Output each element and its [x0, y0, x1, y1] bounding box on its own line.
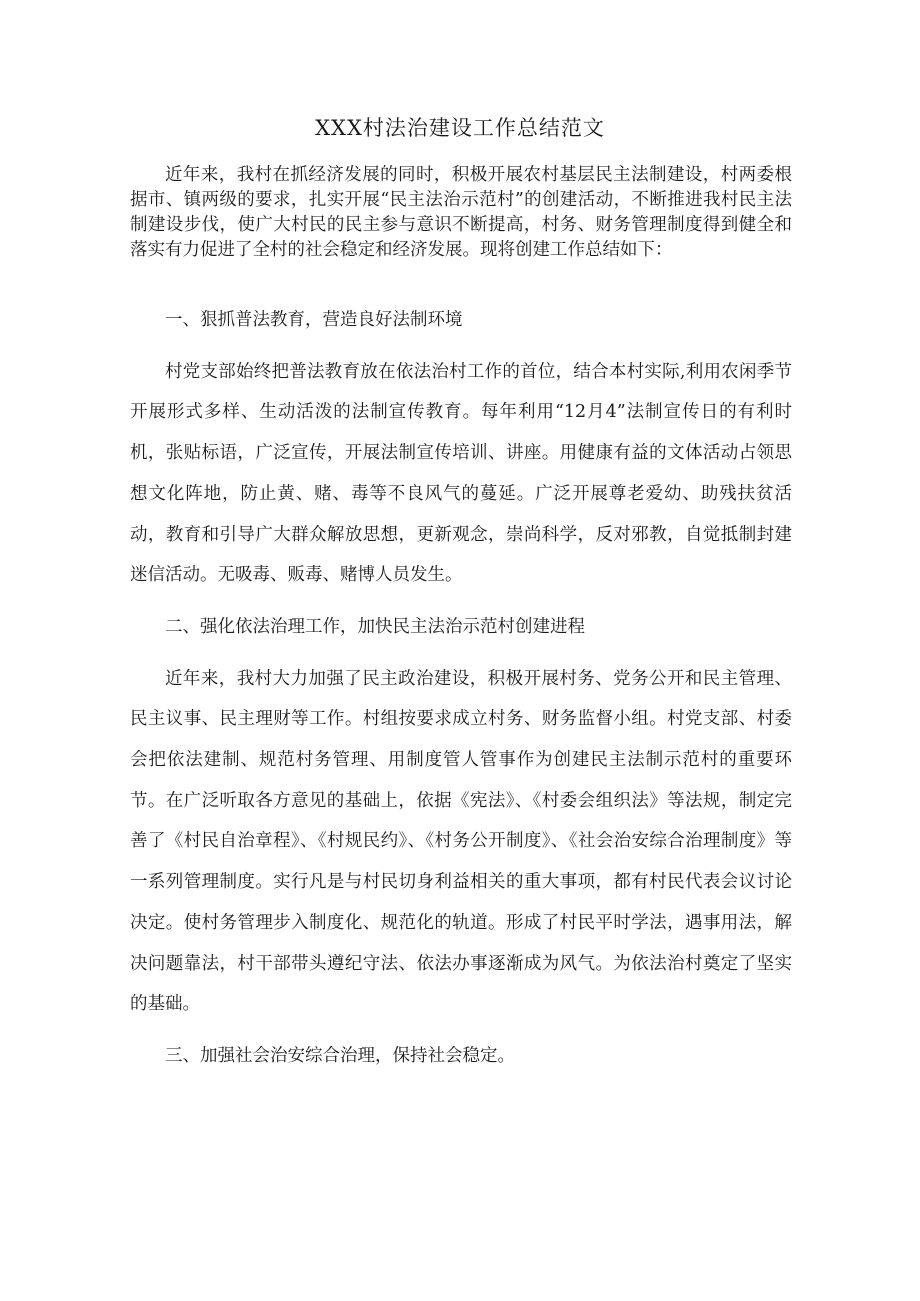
section-2-paragraph: 近年来，我村大力加强了民主政治建设，积极开展村务、党务公开和民主管理、民主议事、民主理财等工作。村组按要求成立村务、财务监督小组。村党支部、村委会把依法建制、规范村务管理、用制度管人管事作为创建民主法制示范村的重要环节。在广泛听取各方意见的基础上，依据《宪法》、《村委会组织法》等法规，制定完善了《村民自治章程》、《村规民约》、《村务公开制度》、《社会治安综合治理制度》等一系列管理制度。实行凡是与村民切身利益相关的重大事项，都有村民代表会议讨论决定。使村务管理步入制度化、规范化的轨道。形成了村民平时学法，遇事用法，解决问题靠法，村干部带头遵纪守法、依法办事逐渐成为风气。为依法治村奠定了坚实的基础。	[130, 668, 792, 1015]
section-3-heading: 三、加强社会治安综合治理，保持社会稳定。	[165, 1045, 515, 1066]
section-1-paragraph: 村党支部始终把普法教育放在依法治村工作的首位，结合本村实际,利用农闲季节开展形式多样、生动活泼的法制宣传教育。每年利用“12月4”法制宣传日的有利时机，张贴标语，广泛宣传，开展法制宣传培训、讲座。用健康有益的文体活动占领思想文化阵地，防止黄、赌、毒等不良风气的蔓延。广泛开展尊老爱幼、助残扶贫活动，教育和引导广大群众解放思想，更新观念，崇尚科学，反对邪教，自觉抵制封建迷信活动。无吸毒、贩毒、赌博人员发生。	[130, 361, 792, 586]
document-body	[130, 300, 792, 1077]
document-title: XXX村法治建设工作总结范文	[315, 116, 605, 140]
section-2-heading: 二、强化依法治理工作，加快民主法治示范村创建进程	[165, 616, 585, 637]
section-1-heading: 一、狠抓普法教育，营造良好法制环境	[165, 310, 463, 330]
intro-paragraph: 近年来，我村在抓经济发展的同时，积极开展农村基层民主法制建设，村两委根据市、镇两级的要求，扎实开展“民主法治示范村”的创建活动，不断推进我村民主法制建设步伐，使广大村民的民主参与意识不断提高，村务、财务管理制度得到健全和落实有力促进了全村的社会稳定和经济发展。现将创建工作总结如下：	[130, 165, 792, 260]
